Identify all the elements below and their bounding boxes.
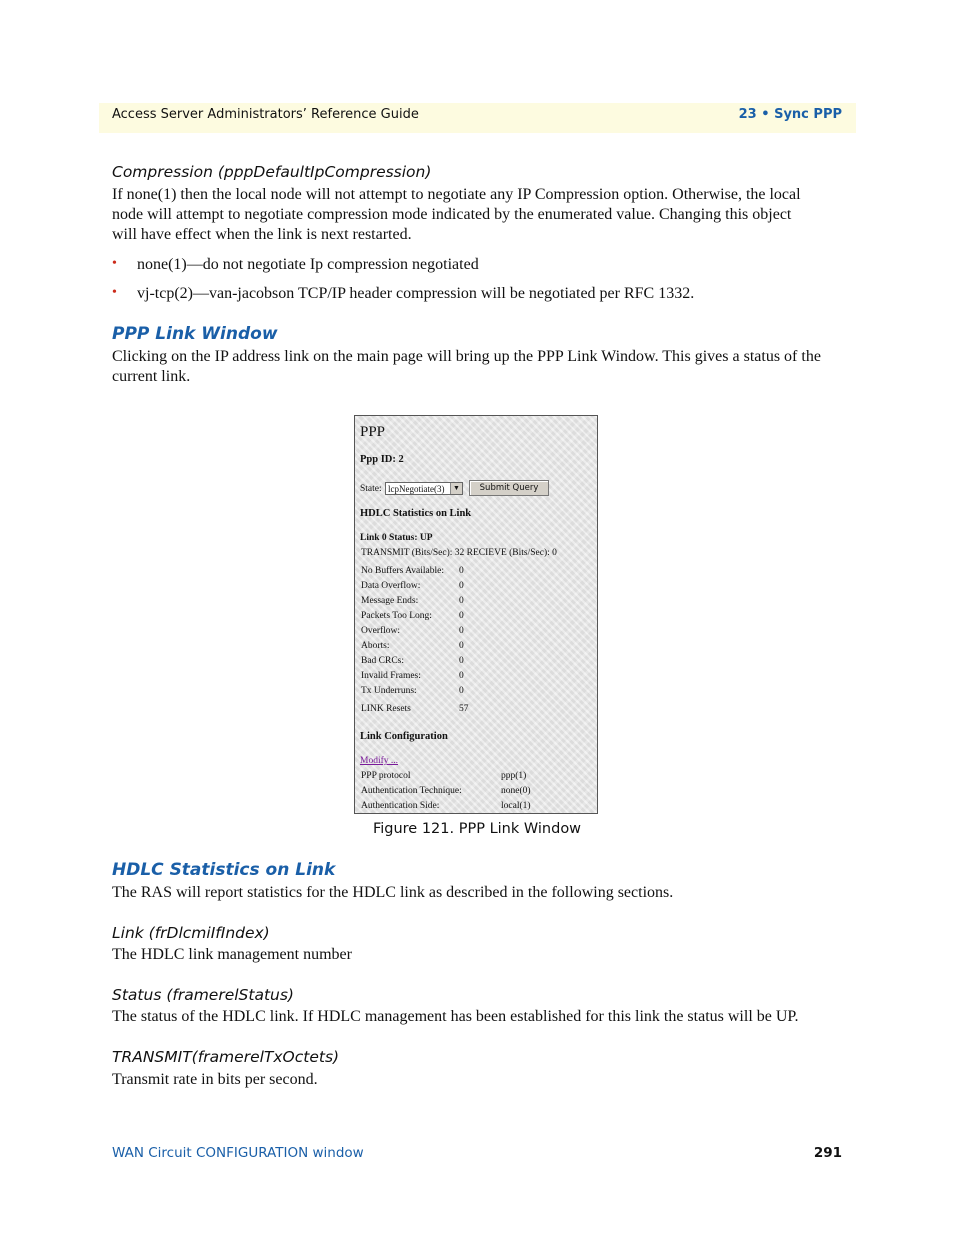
bullet-marker: • — [112, 256, 117, 271]
ppp-link-window-heading: PPP Link Window — [112, 324, 278, 344]
stat-value: 0 — [459, 596, 464, 606]
compression-line-3: will have effect when the link is next restarted. — [112, 226, 412, 243]
stat-value: 0 — [459, 671, 464, 681]
state-select-value: lcpNegotiate(3) — [388, 484, 445, 494]
bullet-none: none(1)—do not negotiate Ip compression negotiated — [137, 256, 479, 273]
transmit-heading: TRANSMIT(framerelTxOctets) — [112, 1048, 340, 1066]
stat-label: No Buffers Available: — [361, 566, 445, 576]
footer-section-title: WAN Circuit CONFIGURATION window — [112, 1145, 364, 1161]
figure-caption: Figure 121. PPP Link Window — [372, 821, 582, 837]
stat-label: Packets Too Long: — [361, 611, 432, 621]
stat-value: 0 — [459, 686, 464, 696]
hdlc-stats-body: The RAS will report statistics for the HDLC link as described in the following sections. — [112, 884, 674, 901]
chevron-down-icon[interactable]: ▼ — [450, 483, 462, 494]
stat-value: 0 — [459, 626, 464, 636]
stat-label: Bad CRCs: — [361, 656, 405, 666]
compression-heading: Compression (pppDefaultIpCompression) — [112, 163, 432, 181]
hdlc-stats-heading: HDLC Statistics on Link — [360, 508, 472, 519]
stat-value: 0 — [459, 611, 464, 621]
ppp-link-window-line-2: current link. — [112, 368, 191, 385]
ppp-id: Ppp ID: 2 — [360, 454, 404, 465]
state-label: State: — [360, 484, 382, 494]
bullet-marker: • — [112, 285, 117, 300]
link-index-heading: Link (frDlcmiIfIndex) — [112, 924, 270, 942]
config-label: Authentication Side: — [361, 801, 440, 811]
running-header-title: Access Server Administrators’ Reference Guide — [112, 107, 419, 122]
status-heading: Status (framerelStatus) — [112, 986, 294, 1004]
modify-link[interactable]: Modify ... — [360, 756, 398, 766]
link-resets-label: LINK Resets — [361, 704, 411, 714]
hdlc-stats-section-heading: HDLC Statistics on Link — [112, 860, 336, 880]
state-select[interactable] — [385, 482, 463, 495]
stat-label: Aborts: — [361, 641, 390, 651]
config-value: local(1) — [501, 801, 531, 811]
config-value: none(0) — [501, 786, 531, 796]
stat-value: 0 — [459, 641, 464, 651]
ppp-link-window-line-1: Clicking on the IP address link on the main page will bring up the PPP Link Window. This gives a status of the — [112, 348, 821, 365]
stat-label: Message Ends: — [361, 596, 419, 606]
transmit-body: Transmit rate in bits per second. — [112, 1071, 318, 1088]
stat-label: Overflow: — [361, 626, 401, 636]
ppp-window-title: PPP — [360, 424, 386, 440]
link-config-heading: Link Configuration — [360, 731, 448, 742]
running-header-chapter: 23 • Sync PPP — [738, 107, 842, 122]
stat-value: 0 — [459, 566, 464, 576]
submit-query-button[interactable]: Submit Query — [469, 480, 549, 496]
stat-label: Data Overflow: — [361, 581, 421, 591]
transmit-receive-rate: TRANSMIT (Bits/Sec): 32 RECIEVE (Bits/Sec): 0 — [361, 548, 557, 558]
status-body: The status of the HDLC link. If HDLC management has been established for this link the status will be UP. — [112, 1008, 799, 1025]
config-label: PPP protocol — [361, 771, 411, 781]
config-value: ppp(1) — [501, 771, 527, 781]
ppp-link-window-screenshot — [354, 415, 598, 814]
link-index-body: The HDLC link management number — [112, 946, 352, 963]
link-status: Link 0 Status: UP — [360, 533, 433, 543]
stat-label: Invalid Frames: — [361, 671, 421, 681]
stat-value: 0 — [459, 656, 464, 666]
compression-line-1: If none(1) then the local node will not attempt to negotiate any IP Compression option. Otherwise, the local — [112, 186, 801, 203]
compression-line-2: node will attempt to negotiate compression mode indicated by the enumerated value. Changing this object — [112, 206, 792, 223]
bullet-vj-tcp: vj-tcp(2)—van-jacobson TCP/IP header compression will be negotiated per RFC 1332. — [137, 285, 695, 302]
stat-value: 0 — [459, 581, 464, 591]
config-label: Authentication Technique: — [361, 786, 462, 796]
link-resets-value: 57 — [459, 704, 469, 714]
page-number: 291 — [813, 1145, 842, 1161]
stat-label: Tx Underruns: — [361, 686, 417, 696]
